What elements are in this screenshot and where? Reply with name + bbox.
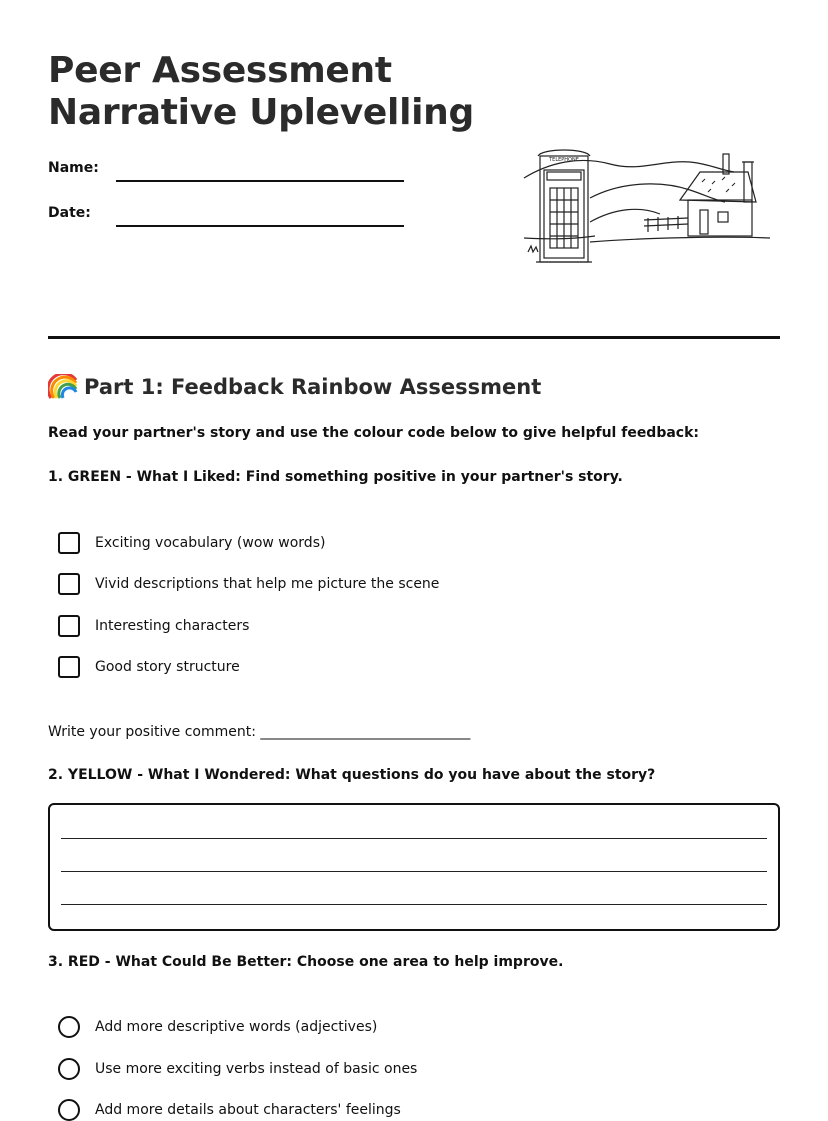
radio-button[interactable] (58, 1016, 80, 1038)
section-divider (48, 336, 780, 339)
option-label: Good story structure (95, 659, 240, 675)
telephone-box-cottage-illustration (520, 142, 775, 267)
red-heading: 3. RED - What Could Be Better: Choose one area to help improve. (48, 954, 564, 970)
option-label: Add more details about characters' feelings (95, 1102, 401, 1118)
name-label: Name: (48, 160, 99, 176)
checkbox[interactable] (58, 656, 80, 678)
date-line[interactable] (116, 225, 404, 227)
option-label: Vivid descriptions that help me picture the scene (95, 576, 440, 592)
green-option[interactable] (58, 615, 249, 637)
option-label: Interesting characters (95, 618, 250, 634)
yellow-heading: 2. YELLOW - What I Wondered: What questions do you have about the story? (48, 767, 656, 783)
green-option[interactable] (58, 573, 439, 595)
title-line-1: Peer Assessment (48, 50, 392, 91)
part1-heading-text: Part 1: Feedback Rainbow Assessment (84, 375, 542, 399)
green-heading: 1. GREEN - What I Liked: Find something positive in your partner's story. (48, 469, 623, 485)
writing-line (61, 838, 767, 839)
green-option[interactable] (58, 532, 325, 554)
option-label: Exciting vocabulary (wow words) (95, 535, 326, 551)
checkbox[interactable] (58, 532, 80, 554)
title-line-2: Narrative Uplevelling (48, 92, 474, 133)
date-label: Date: (48, 205, 91, 221)
red-option[interactable] (58, 1016, 377, 1038)
positive-comment-prompt[interactable]: Write your positive comment: ______________________________ (48, 724, 471, 740)
name-line[interactable] (116, 180, 404, 182)
red-option[interactable] (58, 1058, 417, 1080)
page-title (48, 50, 474, 134)
rainbow-icon (48, 374, 78, 400)
checkbox[interactable] (58, 573, 80, 595)
radio-button[interactable] (58, 1058, 80, 1080)
writing-line (61, 871, 767, 872)
part1-heading (48, 374, 541, 400)
checkbox[interactable] (58, 615, 80, 637)
green-option[interactable] (58, 656, 240, 678)
option-label: Add more descriptive words (adjectives) (95, 1019, 378, 1035)
questions-writing-box[interactable] (48, 803, 780, 931)
option-label: Use more exciting verbs instead of basic ones (95, 1061, 418, 1077)
part1-intro: Read your partner's story and use the colour code below to give helpful feedback: (48, 425, 700, 441)
writing-line (61, 904, 767, 905)
phone-box-sign: TELEPHONE (549, 157, 579, 163)
